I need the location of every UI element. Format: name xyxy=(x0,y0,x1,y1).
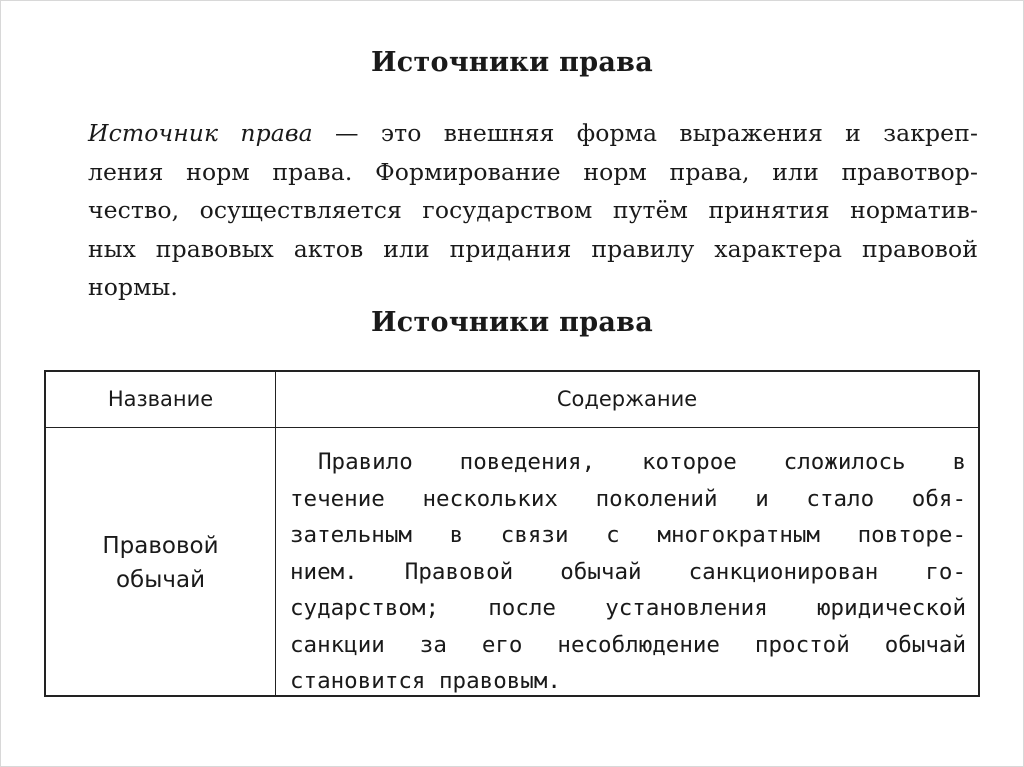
header-name: Название xyxy=(107,387,214,411)
intro-term: Источник права xyxy=(88,119,313,147)
row-content-line: Правило поведения, которое сложилось в xyxy=(318,449,966,475)
intro-line: чество, осуществляется государством путём принятия норматив- xyxy=(88,196,978,224)
row-content-line: становится правовым. xyxy=(290,668,561,694)
intro-line xyxy=(88,114,978,153)
row-content-line: зательным в связи с многократным повторе- xyxy=(290,522,966,548)
header-content: Содержание xyxy=(556,387,698,411)
page-title: Источники права xyxy=(370,47,654,78)
row-content-line: сударством; после установления юридической xyxy=(290,595,966,621)
intro-line: нормы. xyxy=(88,273,178,301)
sources-table xyxy=(44,370,980,697)
row-name-line: обычай xyxy=(115,566,206,593)
row-content-line: нием. Правовой обычай санкционирован го- xyxy=(290,558,966,585)
row-name-line: Правовой xyxy=(102,532,219,559)
table-title: Источники права xyxy=(370,307,654,338)
intro-line: ных правовых актов или придания правилу характера правовой xyxy=(88,234,978,263)
intro-line: ления норм права. Формирование норм права, или правотвор- xyxy=(88,157,978,186)
row-content-line: течение нескольких поколений и стало обя- xyxy=(290,485,966,512)
intro-line-text: — это внешняя форма выражения и закреп- xyxy=(312,119,978,147)
intro-paragraph xyxy=(88,114,978,307)
table-row-content-cell xyxy=(290,444,966,700)
table-row-name-cell xyxy=(46,428,275,697)
row-content-line: санкции за его несоблюдение простой обычай xyxy=(290,631,966,658)
